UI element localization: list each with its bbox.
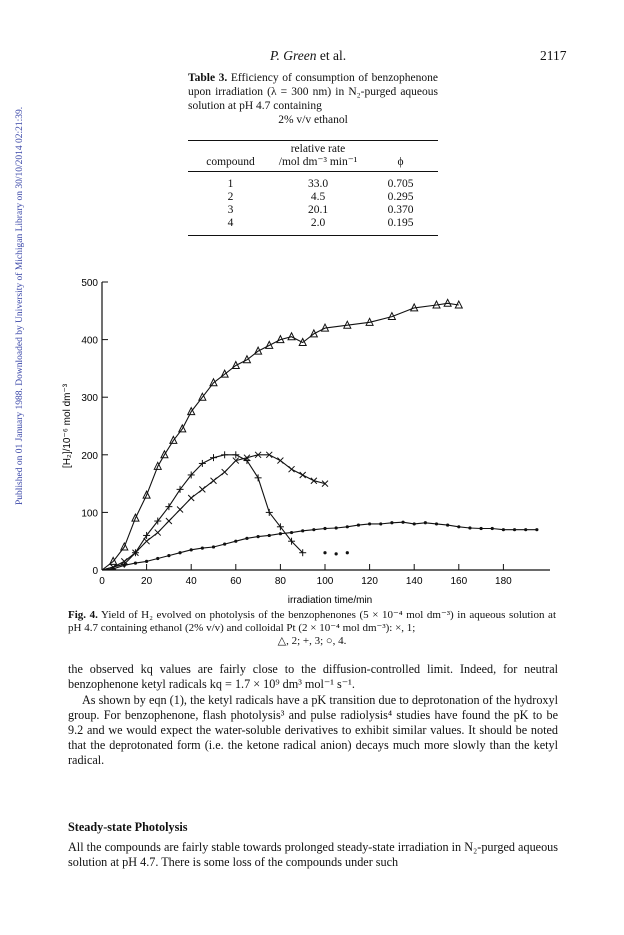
data-point xyxy=(502,528,505,531)
data-point xyxy=(145,560,148,563)
data-point xyxy=(144,538,150,544)
figure-label: Fig. 4. xyxy=(68,609,98,621)
data-point xyxy=(155,530,161,536)
data-point xyxy=(188,495,194,501)
data-point xyxy=(312,528,315,531)
paragraph: As shown by eqn (1), the ketyl radicals have a pK transition due to deprotonation of the hydroxyl group. For benzophenone, flash photolysis³ and pulse radiolysis⁴ studies have found the pK to be 9.2 and we would expect the water-soluble derivatives to exhibit similar values. It should be noted that the deprotonated form (i.e. the ketone radical anion) decays much more slowly than the ketyl radical. xyxy=(68,693,558,767)
x-tick-label: 40 xyxy=(185,576,197,587)
cell-compound: 4 xyxy=(227,217,234,229)
cell-compound: 3 xyxy=(227,204,234,216)
data-point xyxy=(221,451,228,458)
x-tick-label: 0 xyxy=(99,576,105,587)
figure-caption xyxy=(68,609,556,648)
data-point xyxy=(268,534,271,537)
header-phi: ϕ xyxy=(397,156,404,168)
data-point xyxy=(212,545,215,548)
x-tick-label: 80 xyxy=(274,576,286,587)
data-point xyxy=(457,525,460,528)
data-point xyxy=(323,527,326,530)
data-point xyxy=(123,564,126,567)
x-tick-label: 160 xyxy=(450,576,468,587)
data-point xyxy=(166,518,172,524)
data-point xyxy=(190,548,193,551)
x-tick-label: 140 xyxy=(405,576,423,587)
data-point xyxy=(223,542,226,545)
y-tick-label: 500 xyxy=(81,278,98,289)
data-point xyxy=(257,535,260,538)
data-point xyxy=(301,529,304,532)
chart-curves xyxy=(102,303,537,570)
data-point xyxy=(222,469,228,475)
data-point xyxy=(346,525,349,528)
data-point xyxy=(277,458,283,464)
data-point xyxy=(468,526,471,529)
running-head-authors: P. Green xyxy=(270,48,317,63)
data-point xyxy=(401,521,404,524)
download-notice: Published on 01 January 1988. Downloaded by University of Michigan Library on 30/10/2014 02:21:39. xyxy=(15,106,25,505)
header-compound: compound xyxy=(206,156,255,168)
x-tick-label: 120 xyxy=(361,576,378,587)
x-tick-label: 180 xyxy=(495,576,512,587)
data-point xyxy=(424,521,427,524)
y-tick-label: 300 xyxy=(81,393,98,405)
x-tick-label: 20 xyxy=(141,576,153,587)
data-point xyxy=(446,523,449,526)
section-heading: Steady-state Photolysis xyxy=(68,820,188,834)
data-point xyxy=(491,527,494,530)
data-point xyxy=(234,540,237,543)
data-point xyxy=(413,522,416,525)
cell-phi: 0.195 xyxy=(387,217,414,229)
data-point xyxy=(435,522,438,525)
paragraph: All the compounds are fairly stable towards prolonged steady-state irradiation in N₂-purged aqueous solution at pH 4.7. There is some loss of the compounds under such xyxy=(68,840,558,869)
paragraph: the observed kq values are fairly close to the diffusion-controlled limit. Indeed, for neutral benzophenone ketyl radicals kq = 1.7 × 10⁹ dm³ mol⁻¹ s⁻¹. xyxy=(68,662,558,691)
chart-markers xyxy=(110,299,539,570)
data-point xyxy=(279,532,282,535)
page-number: 2117 xyxy=(540,48,567,63)
data-point xyxy=(134,561,137,564)
data-point xyxy=(480,527,483,530)
header-rate-line2: /mol dm⁻³ min⁻¹ xyxy=(278,156,358,168)
data-point xyxy=(368,522,371,525)
cell-phi: 0.295 xyxy=(387,191,414,203)
cell-rate: 20.1 xyxy=(307,204,329,216)
x-tick-label: 60 xyxy=(230,576,242,587)
cell-compound: 2 xyxy=(227,191,234,203)
x-axis-label: irradiation time/min xyxy=(287,595,373,606)
data-point xyxy=(201,547,204,550)
data-point xyxy=(379,522,382,525)
data-point xyxy=(323,551,326,554)
data-point xyxy=(513,528,516,531)
data-point xyxy=(335,526,338,529)
data-point xyxy=(112,567,115,570)
y-tick-label: 100 xyxy=(81,508,98,520)
data-point xyxy=(232,451,239,458)
data-point xyxy=(210,454,217,461)
data-point xyxy=(289,466,295,472)
data-point xyxy=(178,551,181,554)
data-point xyxy=(211,478,217,484)
data-point xyxy=(335,552,338,555)
table-caption-last-line: 2% v/v ethanol xyxy=(278,114,348,126)
figure-caption-last-line: △, 2; +, 3; ○, 4. xyxy=(277,635,347,647)
y-axis-label: [H₂]/10⁻⁶ mol dm⁻³ xyxy=(62,383,73,469)
y-tick-label: 200 xyxy=(81,450,98,462)
table-caption-text: Efficiency of consumption of benzophenone upon irradiation (λ = 300 nm) in N₂-purged aqueous solution at pH 4.7 containing xyxy=(188,72,439,112)
y-tick-label: 400 xyxy=(81,335,98,347)
data-point xyxy=(390,521,393,524)
y-tick-label: 0 xyxy=(92,566,98,577)
cell-compound: 1 xyxy=(227,178,234,190)
data-point xyxy=(156,557,159,560)
data-point xyxy=(524,528,527,531)
data-point xyxy=(290,531,293,534)
data-point xyxy=(199,486,205,492)
header-rate-line1: relative rate xyxy=(290,143,346,155)
cell-rate: 2.0 xyxy=(310,217,326,229)
data-point xyxy=(535,528,538,531)
cell-rate: 33.0 xyxy=(307,178,329,190)
x-tick-label: 100 xyxy=(316,576,334,587)
figure-caption-text: Yield of H₂ evolved on photolysis of the benzophenones (5 × 10⁻⁴ mol dm⁻³) in aqueous solution at pH 4.7 containing ethanol (2% v/v) and colloidal Pt (2 × 10⁻⁴ mol dm⁻³): ×, 1; xyxy=(68,609,556,634)
table-label: Table 3. xyxy=(188,72,228,84)
running-head-etal: et al. xyxy=(316,48,347,63)
data-point xyxy=(357,523,360,526)
series-line-4 xyxy=(102,522,537,570)
data-point xyxy=(346,551,349,554)
data-point xyxy=(177,507,183,513)
data-point xyxy=(255,474,262,481)
cell-phi: 0.370 xyxy=(387,204,414,216)
data-point xyxy=(167,554,170,557)
cell-phi: 0.705 xyxy=(387,178,414,190)
data-point xyxy=(245,537,248,540)
data-point xyxy=(300,472,306,478)
cell-rate: 4.5 xyxy=(310,191,326,203)
